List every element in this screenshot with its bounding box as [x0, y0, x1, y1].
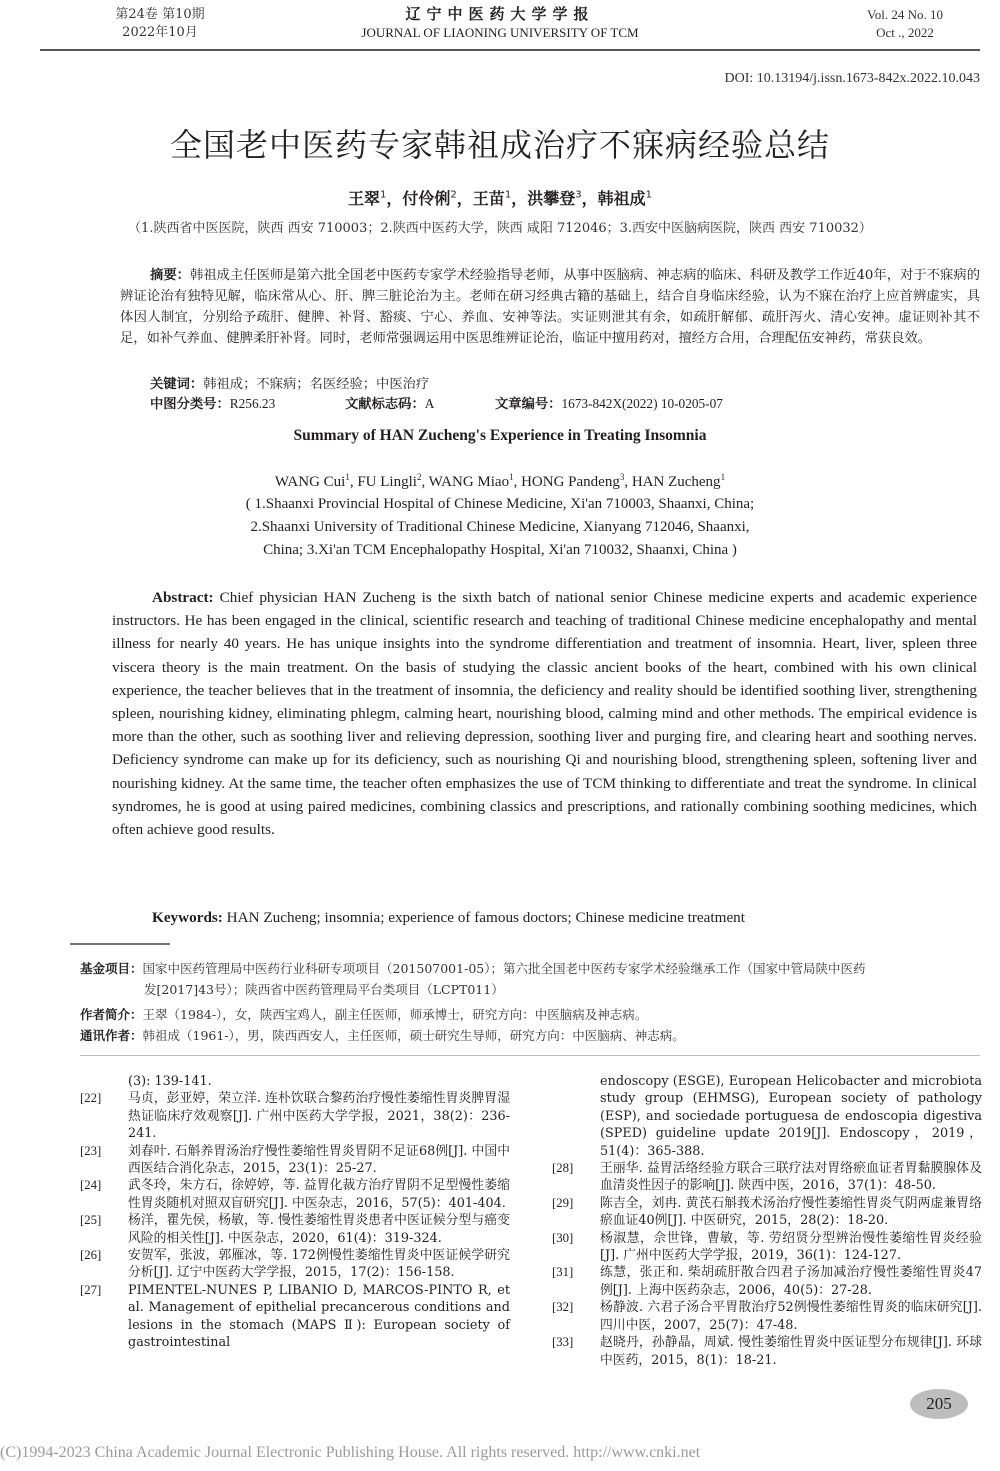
- affiliation-line: 2.Shaanxi University of Traditional Chinese Medicine, Xianyang 712046, Shaanxi,: [250, 519, 750, 535]
- copyright-footer: (C)1994-2023 China Academic Journal Electronic Publishing House. All rights reserved. http://www.cnki.net: [0, 1444, 701, 1461]
- author-list-en: WANG Cui$^1$, FU Lingli$^2$, WANG Miao$^1$, HONG Pandeng$^3$, HAN Zucheng$^1$: [274, 472, 726, 490]
- affiliation-line: China; 3.Xi'an TCM Encephalopathy Hospital, Xi'an 710032, Shaanxi, China ): [263, 542, 737, 558]
- reference-item: [26] 安贺军，张波，郭雁冰，等. 172例慢性萎缩性胃炎中医证候学研究分析[J]. 辽宁中医药大学学报，2015，17(2)：156-158.: [80, 1248, 510, 1281]
- journal-name-cn: 辽宁中医药大学学报: [405, 5, 595, 23]
- header-rule: [40, 49, 980, 51]
- article-number: 文章编号：1673-842X(2022) 10-0205-07: [495, 396, 723, 412]
- author: 付伶俐$^2$: [402, 189, 457, 208]
- keywords-cn-text: 韩祖成；不寐病；名医经验；中医治疗: [203, 377, 430, 392]
- corresponding-text: 韩祖成（1961-），男，陕西西安人，主任医师，硕士研究生导师，研究方向：中医脑病、神志病。: [142, 1028, 685, 1043]
- abstract-en: [112, 586, 977, 841]
- date-en: Oct ., 2022: [876, 25, 934, 40]
- abstract-en-label: Abstract:: [152, 589, 214, 606]
- article-title-cn: 全国老中医药专家韩祖成治疗不寐病经验总结: [169, 126, 830, 164]
- funding-text-cont: 发[2017]43号）；陕西省中医药管理局平台类项目（LCPT011）: [144, 982, 504, 997]
- footnote-rule: [70, 943, 170, 945]
- article-title-en: Summary of HAN Zucheng's Experience in Treating Insomnia: [293, 427, 707, 444]
- journal-issue-en: [830, 6, 980, 42]
- abstract-cn-text: 韩祖成主任医师是第六批全国老中医药专家学术经验指导老师，从事中医脑病、神志病的临床、科研及教学工作近40年，对于不寐病的辨证论治有独特见解，临床常从心、肝、脾三脏论治为主。老师在研习经典古籍的基础上，结合自身临床经验，认为不寐在治疗上应首辨虚实，具体因人制宜，分别给予疏肝、健脾、补肾、豁痰、宁心、养血、安神等法。实证则泄其有余，如疏肝解郁、疏肝泻火、清心安神。虚证则补其不足，如补气养血、健脾柔肝补肾。同时，老师常强调运用中医思维辨证论治，临证中擅用药对，擅经方合用，合理配伍安神药，常获良效。: [120, 268, 981, 346]
- abstract-en-text: Chief physician HAN Zucheng is the sixth batch of national senior Chinese medicine experts and academic experience instructors. He has been engaged in the clinical, scientific research and teaching of traditional Chinese medicine encephalopathy and mental illness for nearly 40 years. He has unique insights into the syndrome differentiation and treatment of insomnia. Heart, liver, spleen three viscera theory is the main treatment. On the basis of studying the classic ancient books of the heart, combined with his own clinical experience, the teacher believes that in the treatment of insomnia, the deficiency and reality should be identified soothing liver, strengthening spleen, nourishing kidney, eliminating phlegm, calming heart, nourishing blood, calming mind and other methods. The empirical evidence is more than the other, such as soothing liver and relieving depression, soothing liver and purging fire, and clearing heart and soothing nerves. Deficiency syndrome can make up for its deficiency, such as nourishing Qi and nourishing blood, strengthening spleen, softening liver and nourishing kidney. At the same time, the teacher often emphasizes the use of TCM thinking to differentiate and treat the syndrome. In clinical syndromes, he is good at using paired medicines, combining classics and prescriptions, and rationally combining soothing medicines, which often achieve good results.: [112, 589, 977, 839]
- reference-item: [28] 王丽华. 益胃活络经验方联合三联疗法对胃络瘀血证者胃黏膜腺体及血清炎性因子的影响[J]. 陕西中医，2016，37(1)：48-50.: [552, 1161, 982, 1194]
- keywords-cn: [150, 373, 429, 392]
- references-left-column: [80, 1073, 510, 1352]
- doi[interactable]: DOI: 10.13194/j.issn.1673-842x.2022.10.043: [724, 71, 980, 86]
- section-divider: [80, 1055, 980, 1056]
- abstract-cn: [120, 265, 980, 349]
- date-cn: 2022年10月: [122, 25, 198, 40]
- keywords-cn-label: 关键词：: [150, 377, 204, 392]
- reference-item: [27] PIMENTEL-NUNES P, LIBANIO D, MARCOS-PINTO R, et al. Management of epithelial precancerous conditions and lesions in the stomach (MAPS Ⅱ): European society of gastrointestinal: [80, 1282, 510, 1351]
- reference-item: [25] 杨洋，瞿先侯，杨敏，等. 慢性萎缩性胃炎患者中医证候分型与癌变风险的相关性[J]. 中医杂志，2020，61(4)：319-324.: [80, 1213, 510, 1246]
- author: HONG Pandeng$^3$: [521, 472, 625, 490]
- affiliations-cn: （1.陕西省中医医院，陕西 西安 710003；2.陕西中医药大学，陕西 咸阳 712046；3.西安中医脑病医院，陕西 西安 710032）: [128, 221, 872, 236]
- journal-name-en: JOURNAL OF LIAONING UNIVERSITY OF TCM: [361, 25, 639, 40]
- classification-line: [150, 393, 723, 412]
- affiliation-line: ( 1.Shaanxi Provincial Hospital of Chinese Medicine, Xi'an 710003, Shaanxi, China;: [245, 496, 755, 512]
- journal-issue-cn: [90, 6, 230, 42]
- footnote-funding: [80, 958, 980, 1000]
- author: 王苗$^1$: [472, 189, 512, 208]
- document-code: 文献标志码：A: [345, 396, 435, 412]
- page-number-badge: 205: [910, 1389, 968, 1419]
- volume-issue-en: Vol. 24 No. 10: [867, 7, 943, 22]
- author: WANG Miao$^1$: [428, 472, 514, 490]
- reference-item: [24] 武冬玲，朱方石，徐婷婷，等. 益胃化裁方治疗胃阴不足型慢性萎缩性胃炎随机对照双盲研究[J]. 中医杂志，2016，57(5)：401-404.: [80, 1178, 510, 1211]
- reference-item: [22] 马贞，彭亚婷，荣立洋. 连朴饮联合黎药治疗慢性萎缩性胃炎脾胃湿热证临床疗效观察[J]. 广州中医药大学学报，2021，38(2)：236-241.: [80, 1091, 510, 1142]
- corresponding-label: 通讯作者：: [80, 1028, 143, 1043]
- reference-item: [23] 刘春叶. 石斛养胃汤治疗慢性萎缩性胃炎胃阴不足证68例[J]. 中国中西医结合消化杂志，2015，23(1)：25-27.: [80, 1143, 510, 1177]
- journal-name: [300, 4, 700, 42]
- footnote-corresponding: [80, 1025, 980, 1046]
- volume-issue-cn: 第24卷 第10期: [115, 7, 205, 22]
- author-bio-text: 王翠（1984-），女，陕西宝鸡人，副主任医师，师承博士，研究方向：中医脑病及神志病。: [142, 1007, 648, 1022]
- reference-item: [29] 陈吉全，刘冉. 黄芪石斛莪术汤治疗慢性萎缩性胃炎气阴两虚兼胃络瘀血证40例[J]. 中医研究，2015，28(2)：18-20.: [552, 1195, 982, 1229]
- footnote-author-bio: [80, 1004, 980, 1025]
- keywords-en: [152, 909, 745, 927]
- reference-item: [32] 杨静波. 六君子汤合平胃散治疗52例慢性萎缩性胃炎的临床研究[J]. 四川中医，2007，25(7)：47-48.: [552, 1300, 982, 1333]
- clc-number: 中图分类号：R256.23: [150, 396, 276, 412]
- reference-item: [33] 赵晓丹，孙静晶，周斌. 慢性萎缩性胃炎中医证型分布规律[J]. 环球中医药，2015，8(1)：18-21.: [552, 1335, 982, 1368]
- author: FU Lingli$^2$: [357, 472, 422, 490]
- author-list-cn: 王翠$^1$，付伶俐$^2$，王苗$^1$，洪攀登$^3$，韩祖成$^1$: [347, 189, 652, 208]
- author: HAN Zucheng$^1$: [631, 472, 726, 490]
- author-bio-label: 作者简介：: [80, 1007, 143, 1022]
- reference-item: (3): 139-141.: [128, 1074, 212, 1089]
- affiliations-en: [0, 493, 1000, 562]
- author: 韩祖成$^1$: [597, 189, 652, 208]
- keywords-en-label: Keywords:: [152, 909, 223, 926]
- reference-item: endoscopy (ESGE), European Helicobacter and microbiota study group (EHMSG), European society of pathology (ESP), and sociedade portuguesa de endoscopia digestiva (SPED) guideline update 2019[J]. Endoscopy，2019，51(4)：365-388.: [600, 1074, 982, 1159]
- abstract-cn-label: 摘要：: [150, 268, 190, 283]
- reference-item: [30] 杨淑慧，佘世锋，曹敏，等. 劳绍贤分型辨治慢性萎缩性胃炎经验[J]. 广州中医药大学学报，2019，36(1)：124-127.: [552, 1230, 982, 1264]
- author: WANG Cui$^1$: [274, 472, 350, 490]
- reference-item: [31] 练慧，张正和. 柴胡疏肝散合四君子汤加减治疗慢性萎缩性胃炎47例[J]. 上海中医药杂志，2006，40(5)：27-28.: [552, 1265, 982, 1298]
- keywords-en-text: HAN Zucheng; insomnia; experience of famous doctors; Chinese medicine treatment: [222, 909, 745, 926]
- funding-label: 基金项目：: [80, 961, 143, 976]
- author: 王翠$^1$: [347, 189, 387, 208]
- author: 洪攀登$^3$: [527, 189, 582, 208]
- references-right-column: [552, 1073, 982, 1369]
- funding-text: 国家中医药管理局中医药行业科研专项项目（201507001-05）；第六批全国老中医药专家学术经验继承工作（国家中管局陕中医药: [142, 961, 866, 976]
